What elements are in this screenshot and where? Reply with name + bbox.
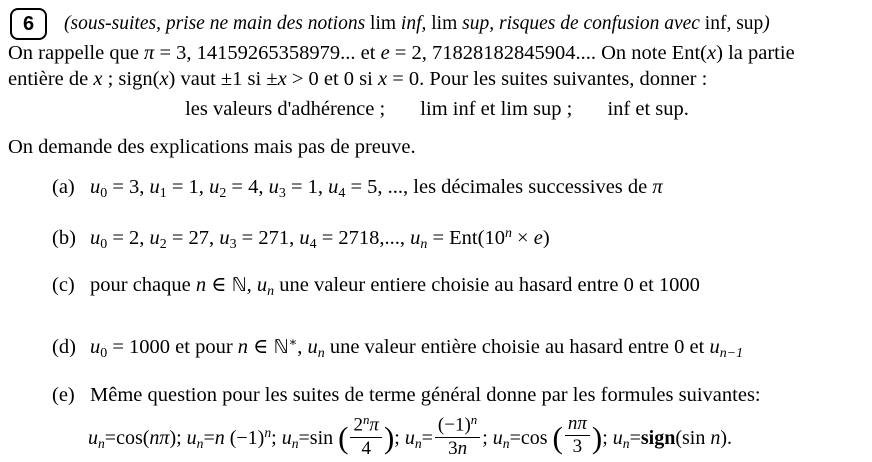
item-a xyxy=(8,174,866,207)
center-chunk-liminf-limsup: lim inf et lim sup ; xyxy=(420,98,573,120)
item-d xyxy=(8,329,866,367)
intro-line-1: On rappelle que π = 3, 14159265358979... et e = 2, 71828182845904.... On note Ent(x) la partie xyxy=(8,42,795,64)
item-body-e: Même question pour les suites de terme général donne par les formules suivantes: xyxy=(90,383,761,406)
exercise-number-box xyxy=(10,8,47,40)
item-label-b: (b) xyxy=(52,227,76,250)
item-body-b: $u_0 = 2$, $u_2 = 27$, $u_3 = 271$, $u_4 = 2718$,..., $u_n = Ent(10^n \times e)$ xyxy=(90,226,550,253)
items-list xyxy=(8,174,866,462)
item-e xyxy=(8,382,866,408)
item-b xyxy=(8,221,866,258)
item-c xyxy=(8,272,866,305)
item-body-c: pour chaque n ∈ ℕ, $u_n$ une valeur entiere choisie au hasard entre 0 et 1000 xyxy=(90,274,700,300)
exercise-title: (sous-suites, prise ne main des notions lim inf, lim sup, risques de confusion avec inf, sup) xyxy=(64,13,770,34)
exercise-number: 6 xyxy=(22,12,35,35)
item-body-a: $u_0 = 3$, $u_1 = 1$, $u_2 = 4$, $u_3 = 1$, $u_4 = 5$, ..., les décimales successives de π xyxy=(90,176,663,202)
item-label-d: (d) xyxy=(52,336,76,359)
item-label-a: (a) xyxy=(52,176,75,198)
adherence-center-line xyxy=(8,96,866,122)
note-line: On demande des explications mais pas de preuve. xyxy=(8,136,416,158)
item-label-e: (e) xyxy=(52,383,75,406)
intro-line-2: entière de x ; sign(x) vaut ±1 si ±x > 0 et 0 si x = 0. Pour les suites suivantes, donner : xyxy=(8,68,708,90)
exercise-header xyxy=(8,8,866,40)
item-body-d: $u_0 = 1000$ et pour n ∈ ℕ∗, $u_n$ une valeur entière choisie au hasard entre 0 et $u_{n-1}$ xyxy=(90,335,744,362)
item-label-c: (c) xyxy=(52,274,75,297)
item-e-formula-line: $u_n=\cos(n\pi)$; $u_n=n$ $(-1)^n$; $u_n=\sin$ ( $\frac{2^n\pi}{4}$ ); $u_n=$ $\frac{(-1)^n}{3n}$ ; $u_n=\cos$ ( $\frac{n\pi}{3}$ ); $u_n=sign(\sin$ n). xyxy=(88,411,733,459)
center-chunk-adherence: les valeurs d'adhérence ; xyxy=(185,98,386,120)
center-chunk-inf-sup: inf et sup. xyxy=(607,98,689,120)
